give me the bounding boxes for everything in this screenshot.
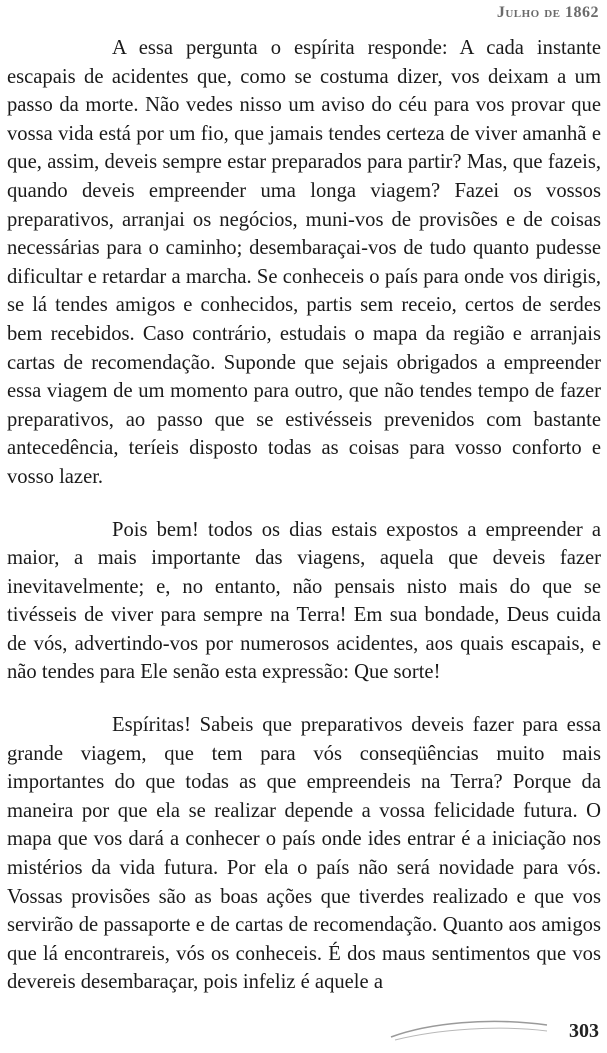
running-header: Julho de 1862	[496, 4, 599, 21]
page-number: 303	[569, 1020, 599, 1042]
decorative-swoosh-icon	[389, 1013, 549, 1043]
page-footer	[389, 1013, 599, 1047]
paragraph-2: Pois bem! todos os dias estais expostos a empreender a maior, a mais importante das viagens, aquela que deveis fazer inevitavelmente; e, no entanto, não pensais nisto mais do que se tivésseis de viver para sempre na Terra! Em sua bondade, Deus cuida de vós, advertindo-vos por numerosos acidentes, aos quais escapais, e não tendes para Ele senão esta expressão: Que sorte!	[7, 518, 601, 684]
paragraph-1: A essa pergunta o espírita responde: A cada instante escapais de acidentes que, como se costuma dizer, vos deixam a um passo da morte. Não vedes nisso um aviso do céu para vos provar que vossa vida está por um fio, que jamais tendes certeza de viver amanhã e que, assim, deveis sempre estar preparados para partir? Mas, que fazeis, quando deveis empreender uma longa viagem? Fazei os vossos preparativos, arranjai os negócios, muni-vos de provisões e de coisas necessárias para o caminho; desembaraçai-vos de tudo quanto pudesse dificultar e retardar a marcha. Se conheceis o país para onde vos dirigis, se lá tendes amigos e conhecidos, partis sem receio, certos de serdes bem recebidos. Caso contrário, estudais o mapa da região e arranjais cartas de recomendação. Suponde que sejais obrigados a empreender essa viagem de um momento para outro, que não tendes tempo de fazer preparativos, ao passo que se estivésseis prevenidos com bastante antecedência, teríeis disposto todas as coisas para vosso conforto e vosso lazer.	[7, 37, 601, 488]
page-body	[7, 34, 601, 997]
paragraph-3: Espíritas! Sabeis que preparativos deveis fazer para essa grande viagem, que tem para vós conseqüências muito mais importantes do que todas as que empreendeis na Terra? Porque da maneira por que ela se realizar depende a vossa felicidade futura. O mapa que vos dará a conhecer o país onde ides entrar é a iniciação nos mistérios da vida futura. Por ela o país não será novidade para vós. Vossas provisões são as boas ações que tiverdes realizado e que vos servirão de passaporte e de cartas de recomendação. Quanto aos amigos que lá encontrareis, vós os conheceis. É dos maus sentimentos que vos devereis desembaraçar, pois infeliz é aquele a	[7, 714, 601, 994]
